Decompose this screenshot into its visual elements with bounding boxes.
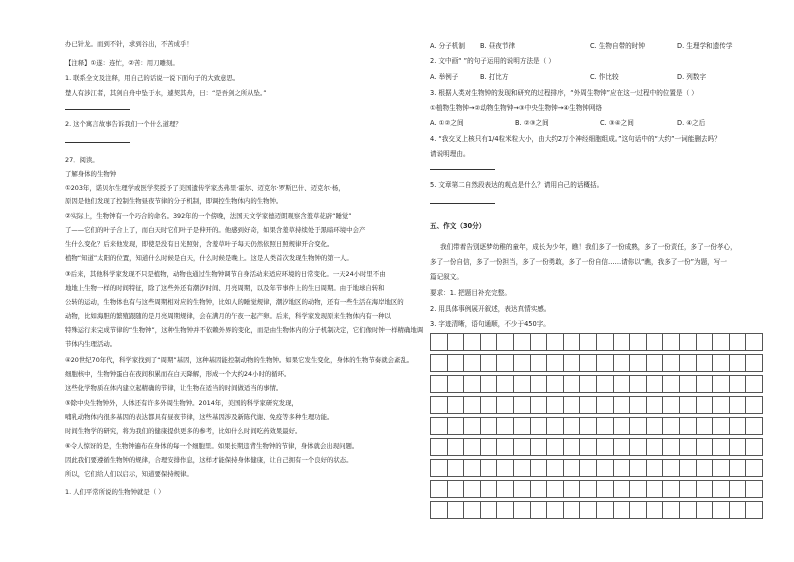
option-a[interactable]: A. 分子机制: [430, 42, 465, 50]
grid-cell[interactable]: [480, 460, 497, 477]
answer-line[interactable]: [65, 142, 130, 143]
grid-cell[interactable]: [713, 334, 730, 351]
question-last: 1. 人们平常所说的生物钟就是（ ）: [65, 488, 165, 496]
grid-cell[interactable]: [729, 397, 746, 414]
grid-cell[interactable]: [497, 502, 514, 519]
grid-cell[interactable]: [630, 460, 647, 477]
option-d[interactable]: D. 列数字: [677, 73, 707, 81]
grid-cell[interactable]: [530, 355, 547, 372]
grid-cell[interactable]: [696, 418, 713, 435]
section-heading: 五、作文（30分）: [430, 222, 486, 230]
paragraph-line: 原因是他们发现了控制生物昼夜节律的分子机制，即调控生物体内的生物钟。: [65, 197, 283, 205]
grid-cell[interactable]: [713, 397, 730, 414]
grid-cell[interactable]: [513, 460, 530, 477]
grid-cell[interactable]: [513, 502, 530, 519]
grid-cell[interactable]: [646, 334, 663, 351]
question-4: 4. “我交叉上核只有1/4粒米粒大小，由大约2万个神经细胞组成。”这句话中的“大约”一词能删去吗？: [430, 135, 721, 143]
grid-cell[interactable]: [464, 418, 481, 435]
grid-cell[interactable]: [497, 481, 514, 498]
grid-cell[interactable]: [580, 355, 597, 372]
paragraph-line: 细胞核中，生物钟蛋白在夜间积累而在白天降解，形成一个大约24小时的循环。: [65, 370, 291, 378]
prompt-line: 篇记叙文。: [430, 273, 463, 281]
grid-cell[interactable]: [696, 355, 713, 372]
grid-cell[interactable]: [646, 502, 663, 519]
paragraph-line: 这些化学物质在体内建立起精确的节律，让生物在适当的时间做适当的事情。: [65, 384, 283, 392]
grid-cell[interactable]: [646, 460, 663, 477]
grid-cell[interactable]: [596, 376, 613, 393]
grid-cell[interactable]: [696, 439, 713, 456]
grid-cell[interactable]: [746, 334, 763, 351]
grid-cell[interactable]: [729, 334, 746, 351]
grid-cell[interactable]: [729, 460, 746, 477]
grid-cell[interactable]: [746, 397, 763, 414]
grid-cell[interactable]: [729, 355, 746, 372]
grid-cell[interactable]: [464, 481, 481, 498]
grid-cell[interactable]: [713, 460, 730, 477]
grid-cell[interactable]: [613, 418, 630, 435]
grid-cell[interactable]: [530, 376, 547, 393]
grid-cell[interactable]: [596, 460, 613, 477]
question-3: 3. 根据人类对生物钟的发现和研究的过程排序，“外周生物钟”应在这一过程中的位置是（ ）: [430, 89, 698, 97]
grid-cell[interactable]: [464, 439, 481, 456]
grid-cell[interactable]: [530, 418, 547, 435]
grid-cell[interactable]: [663, 439, 680, 456]
grid-cell[interactable]: [663, 376, 680, 393]
grid-cell[interactable]: [431, 334, 448, 351]
grid-cell[interactable]: [497, 439, 514, 456]
grid-cell[interactable]: [630, 418, 647, 435]
annotation-line: 【注释】①遂：连忙，②苦：用刀雕刻。: [65, 59, 179, 67]
grid-cell[interactable]: [613, 460, 630, 477]
grid-cell[interactable]: [663, 460, 680, 477]
grid-cell[interactable]: [746, 418, 763, 435]
grid-cell[interactable]: [663, 334, 680, 351]
grid-cell[interactable]: [613, 502, 630, 519]
grid-cell[interactable]: [480, 418, 497, 435]
grid-cell[interactable]: [580, 334, 597, 351]
grid-cell[interactable]: [563, 376, 580, 393]
grid-cell[interactable]: [547, 397, 564, 414]
grid-cell[interactable]: [713, 439, 730, 456]
paragraph-line: 因此我们要遵循生物钟的规律，合理安排作息，这样才能保持身体健康，让自己拥有一个良好的状态。: [65, 456, 353, 464]
option-c[interactable]: C. 生物自带的时钟: [590, 42, 645, 50]
grid-cell[interactable]: [431, 439, 448, 456]
option-a[interactable]: A. ①②之间: [430, 119, 464, 127]
grid-cell[interactable]: [513, 418, 530, 435]
grid-cell[interactable]: [547, 439, 564, 456]
grid-cell[interactable]: [746, 502, 763, 519]
paragraph-line: 植物“知道”太阳的位置，知道什么时候是白天，什么时候是晚上。这是人类首次发现生物钟的第一人。: [65, 254, 353, 262]
grid-cell[interactable]: [480, 481, 497, 498]
grid-cell[interactable]: [580, 502, 597, 519]
grid-cell[interactable]: [480, 376, 497, 393]
grid-cell[interactable]: [580, 397, 597, 414]
grid-cell[interactable]: [663, 397, 680, 414]
grid-cell[interactable]: [447, 397, 464, 414]
grid-cell[interactable]: [679, 502, 696, 519]
grid-cell[interactable]: [530, 460, 547, 477]
paragraph-line: 地地上生物一样的时间特征，除了这些外还有潮汐时间、月亮周期，以及年节事件上的生日周期。由于地球自转和: [65, 284, 385, 292]
question-1-quote: 楚人有涉江者，其剑自舟中坠于水，遽契其舟，曰：“是吾剑之所从坠。”: [65, 89, 267, 97]
grid-cell[interactable]: [447, 481, 464, 498]
option-c[interactable]: C. 作比较: [590, 73, 619, 81]
grid-cell[interactable]: [713, 376, 730, 393]
grid-cell[interactable]: [431, 502, 448, 519]
grid-cell[interactable]: [729, 376, 746, 393]
option-d[interactable]: D. ④之后: [677, 119, 706, 127]
grid-cell[interactable]: [696, 376, 713, 393]
grid-cell[interactable]: [679, 481, 696, 498]
grid-cell[interactable]: [679, 460, 696, 477]
paragraph-line: ①203年，诺贝尔生理学或医学奖授予了美国遗传学家杰弗里·霍尔、迈克尔·罗斯巴什、迈克尔·杨，: [65, 184, 345, 192]
grid-cell[interactable]: [630, 439, 647, 456]
paragraph-line: ③后来，其他科学家发现不只是植物，动物也通过生物钟调节自身活动来适应环境的日常变化。一天24小时里不由: [65, 270, 386, 278]
answer-line[interactable]: [430, 169, 495, 170]
grid-cell[interactable]: [513, 397, 530, 414]
grid-cell[interactable]: [431, 355, 448, 372]
grid-cell[interactable]: [646, 355, 663, 372]
grid-cell[interactable]: [596, 439, 613, 456]
grid-cell[interactable]: [563, 334, 580, 351]
grid-cell[interactable]: [746, 376, 763, 393]
grid-cell[interactable]: [497, 355, 514, 372]
grid-cell[interactable]: [530, 439, 547, 456]
grid-cell[interactable]: [696, 481, 713, 498]
grid-cell[interactable]: [713, 355, 730, 372]
paragraph-line: ⑥令人惊讶的是，生物钟遍布在身体的每一个细胞里。如果长期违背生物钟的节律，身体就会出现问题。: [65, 442, 359, 450]
grid-cell[interactable]: [646, 439, 663, 456]
section-27: 27．阅读。: [65, 156, 99, 164]
grid-cell[interactable]: [696, 334, 713, 351]
grid-cell[interactable]: [447, 334, 464, 351]
option-c[interactable]: C. ③④之间: [600, 119, 634, 127]
grid-cell[interactable]: [679, 376, 696, 393]
option-d[interactable]: D. 生理学和遗传学: [677, 42, 733, 50]
paragraph-line: ⑤除中央生物钟外，人体还有许多外周生物钟。2014年，美国的科学家研究发现，: [65, 399, 298, 407]
option-b[interactable]: B. 昼夜节律: [480, 42, 516, 50]
grid-cell[interactable]: [497, 460, 514, 477]
grid-cell[interactable]: [480, 502, 497, 519]
grid-cell[interactable]: [729, 439, 746, 456]
grid-cell[interactable]: [447, 502, 464, 519]
grid-cell[interactable]: [630, 481, 647, 498]
paragraph-line: 时间生物学的研究，将为我们的健康提供更多的参考，比如什么时间吃药效果最好。: [65, 427, 302, 435]
grid-cell[interactable]: [464, 334, 481, 351]
grid-cell[interactable]: [729, 481, 746, 498]
grid-cell[interactable]: [431, 418, 448, 435]
paragraph-line: ④20世纪70年代，科学家找到了“周期”基因，这种基因能控制动物的生物钟。如果它发生变化，身体的生物节奏就会紊乱。: [65, 356, 414, 364]
grid-cell[interactable]: [464, 355, 481, 372]
prompt-line: 多了一份自信，多了一份担当，多了一份勇敢，多了一份自信……请你以“瞧，我多了一份”为题，写一: [430, 258, 727, 266]
grid-cell[interactable]: [563, 355, 580, 372]
grid-cell[interactable]: [630, 355, 647, 372]
grid-cell[interactable]: [679, 397, 696, 414]
grid-cell[interactable]: [596, 334, 613, 351]
grid-cell[interactable]: [547, 460, 564, 477]
grid-cell[interactable]: [596, 481, 613, 498]
grid-cell[interactable]: [464, 397, 481, 414]
grid-cell[interactable]: [480, 439, 497, 456]
paragraph-line: 哺乳动物体内很多基因的表达都具有昼夜节律，这些基因涉及新陈代谢、免疫等多种生理功能。: [65, 413, 334, 421]
grid-cell[interactable]: [513, 334, 530, 351]
grid-cell[interactable]: [613, 439, 630, 456]
paragraph-line: 节体内生理活动。: [65, 340, 117, 348]
paragraph-line: ②实际上，生物钟有一个巧合的命名。392年的一个傍晚，法国天文学家德迈朗观察含羞草花辟“睡觉”: [65, 212, 352, 220]
requirement-2: 2. 用具体事例展开叙述，表达真情实感。: [430, 305, 551, 313]
paragraph-line: 生什么变化？后来他发现，即使是没有日光照射，含羞草叶子每天仍然依照日照规律开合变化。: [65, 240, 334, 248]
grid-cell[interactable]: [431, 460, 448, 477]
grid-cell[interactable]: [746, 481, 763, 498]
grid-cell[interactable]: [530, 481, 547, 498]
grid-cell[interactable]: [613, 334, 630, 351]
grid-cell[interactable]: [663, 418, 680, 435]
grid-cell[interactable]: [563, 502, 580, 519]
grid-cell[interactable]: [513, 439, 530, 456]
grid-cell[interactable]: [679, 355, 696, 372]
grid-cell[interactable]: [696, 460, 713, 477]
grid-cell[interactable]: [513, 481, 530, 498]
question-4-cont: 请说明理由。: [430, 150, 470, 158]
grid-cell[interactable]: [646, 397, 663, 414]
grid-cell[interactable]: [646, 376, 663, 393]
grid-cell[interactable]: [447, 460, 464, 477]
grid-cell[interactable]: [563, 418, 580, 435]
grid-cell[interactable]: [613, 481, 630, 498]
grid-cell[interactable]: [613, 376, 630, 393]
grid-cell[interactable]: [431, 397, 448, 414]
grid-cell[interactable]: [464, 460, 481, 477]
grid-cell[interactable]: [679, 439, 696, 456]
grid-cell[interactable]: [580, 481, 597, 498]
grid-cell[interactable]: [663, 355, 680, 372]
grid-cell[interactable]: [613, 397, 630, 414]
grid-cell[interactable]: [447, 439, 464, 456]
grid-cell[interactable]: [580, 418, 597, 435]
grid-cell[interactable]: [513, 355, 530, 372]
grid-cell[interactable]: [431, 376, 448, 393]
grid-cell[interactable]: [431, 481, 448, 498]
grid-cell[interactable]: [596, 355, 613, 372]
question-2: 2. 文中画“ ”的句子运用的说明方法是（ ）: [430, 57, 555, 65]
question-3-sequence: ①植物生物钟→②动物生物钟→③中央生物钟→④生物钟网络: [430, 104, 603, 112]
grid-cell[interactable]: [663, 481, 680, 498]
text-line: 办已针龙。而到不针，求到谷出，不苦成乎！: [65, 40, 193, 48]
question-1: 1. 联系全文及注释，用自己的话说一说下面句子的大致意思。: [65, 74, 240, 82]
option-a[interactable]: A. 举例子: [430, 73, 459, 81]
grid-cell[interactable]: [563, 397, 580, 414]
grid-cell[interactable]: [547, 355, 564, 372]
option-b[interactable]: B. 打比方: [480, 73, 509, 81]
grid-cell[interactable]: [464, 376, 481, 393]
grid-cell[interactable]: [480, 355, 497, 372]
grid-cell[interactable]: [447, 418, 464, 435]
answer-line[interactable]: [430, 203, 495, 204]
grid-cell[interactable]: [630, 502, 647, 519]
grid-cell[interactable]: [547, 502, 564, 519]
grid-cell[interactable]: [563, 439, 580, 456]
requirement-3: 3. 字迹清晰，语句通顺，不少于450字。: [430, 320, 550, 328]
grid-cell[interactable]: [497, 418, 514, 435]
grid-cell[interactable]: [580, 460, 597, 477]
article-title: 了解身体的生物钟: [65, 170, 117, 178]
question-5: 5. 文章第二自然段表达的观点是什么？请用自己的话概括。: [430, 181, 604, 189]
grid-cell[interactable]: [746, 355, 763, 372]
paragraph-line: 特殊运行来完成节律的“生物钟”，这种生物钟并不依赖外界的变化，而是由生物体内的分子机制决定，它们像时钟一样精确地调: [65, 326, 424, 334]
grid-cell[interactable]: [480, 397, 497, 414]
grid-cell[interactable]: [646, 418, 663, 435]
grid-cell[interactable]: [746, 460, 763, 477]
grid-cell[interactable]: [596, 418, 613, 435]
grid-cell[interactable]: [613, 355, 630, 372]
grid-cell[interactable]: [530, 334, 547, 351]
grid-cell[interactable]: [464, 502, 481, 519]
grid-cell[interactable]: [447, 376, 464, 393]
grid-cell[interactable]: [696, 397, 713, 414]
grid-cell[interactable]: [729, 502, 746, 519]
grid-cell[interactable]: [746, 439, 763, 456]
grid-cell[interactable]: [696, 502, 713, 519]
grid-cell[interactable]: [497, 334, 514, 351]
grid-cell[interactable]: [447, 355, 464, 372]
writing-grid[interactable]: [430, 333, 763, 519]
grid-cell[interactable]: [729, 418, 746, 435]
grid-cell[interactable]: [530, 502, 547, 519]
grid-cell[interactable]: [497, 397, 514, 414]
grid-cell[interactable]: [547, 376, 564, 393]
grid-cell[interactable]: [679, 334, 696, 351]
grid-cell[interactable]: [713, 502, 730, 519]
grid-cell[interactable]: [563, 481, 580, 498]
grid-cell[interactable]: [630, 376, 647, 393]
prompt-line: 我们带着告别逐梦幼稚的童年，成长为少年，瞧！我们多了一份成熟，多了一份责任，多了一份孝心，: [440, 243, 737, 251]
grid-cell[interactable]: [480, 334, 497, 351]
paragraph-line: 了——它们的叶子合上了，而白天时它们叶子是伸开的。他感到好奇，如果含羞草持续处于黑暗环境中会产: [65, 226, 366, 234]
grid-cell[interactable]: [713, 481, 730, 498]
grid-cell[interactable]: [547, 418, 564, 435]
grid-cell[interactable]: [679, 418, 696, 435]
grid-cell[interactable]: [630, 334, 647, 351]
grid-cell[interactable]: [580, 376, 597, 393]
grid-cell[interactable]: [497, 376, 514, 393]
option-b[interactable]: B. ②③之间: [515, 119, 549, 127]
grid-cell[interactable]: [530, 397, 547, 414]
grid-cell[interactable]: [547, 334, 564, 351]
grid-cell[interactable]: [580, 439, 597, 456]
paragraph-line: 所以，它们给人们以启示，知道要保持规律。: [65, 470, 193, 478]
grid-cell[interactable]: [630, 397, 647, 414]
grid-cell[interactable]: [547, 481, 564, 498]
grid-cell[interactable]: [646, 481, 663, 498]
paragraph-line: 动物，比如海胆的繁殖跟随的是月亮周期规律，会在满月的午夜一起产卵。后来，科学家发现原来生物体内有一种以: [65, 312, 391, 320]
grid-cell[interactable]: [513, 376, 530, 393]
grid-cell[interactable]: [596, 397, 613, 414]
grid-cell[interactable]: [663, 502, 680, 519]
grid-cell[interactable]: [596, 502, 613, 519]
grid-cell[interactable]: [563, 460, 580, 477]
paragraph-line: 公转的运动，生物体也有与这些周期相对应的生物钟，比如人的睡觉规律，潮汐地区的动物，还有一些生活在海岸地区的: [65, 298, 404, 306]
answer-line[interactable]: [65, 109, 130, 110]
grid-cell[interactable]: [713, 418, 730, 435]
question-2: 2. 这个寓言故事告诉我们一个什么道理？: [65, 120, 182, 128]
requirement-1: 要求：1. 把题目补充完整。: [430, 289, 511, 297]
